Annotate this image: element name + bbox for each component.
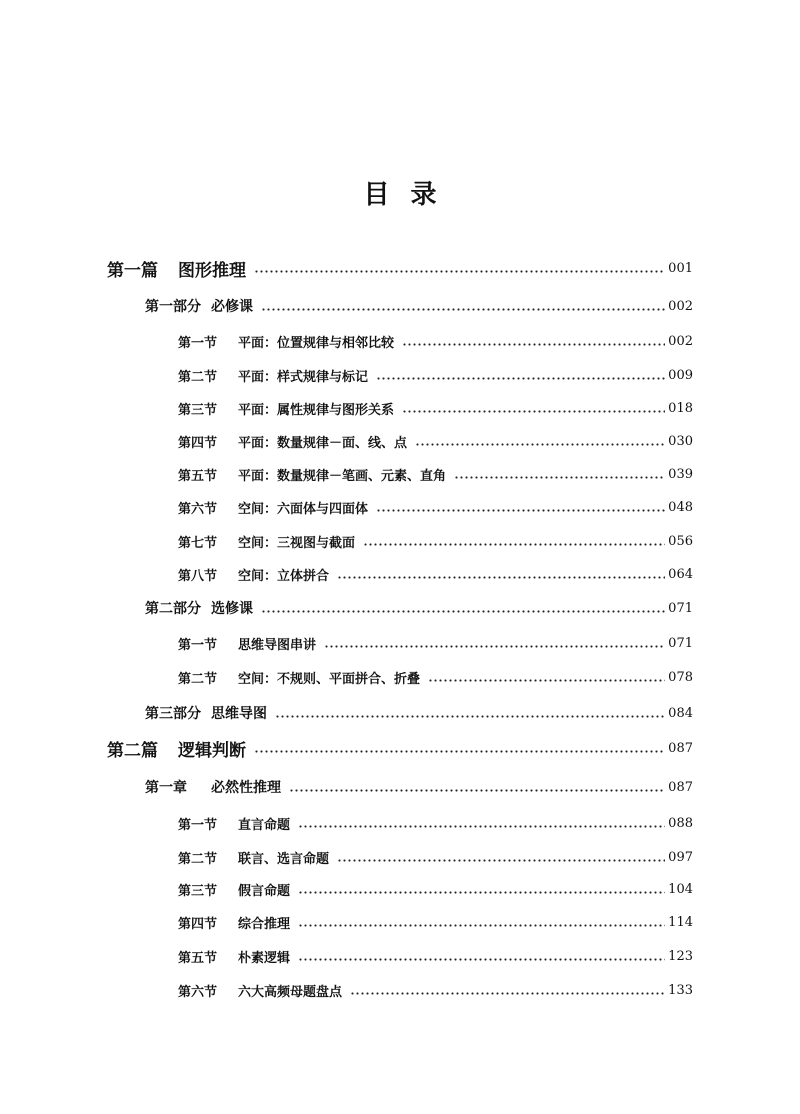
toc-number: 第二节 — [178, 369, 218, 385]
toc-leader — [298, 958, 665, 961]
toc-title: 空间：三视图与截面 — [238, 535, 356, 551]
toc-page-number: 087 — [668, 740, 693, 756]
page-title: 目 录 — [363, 180, 437, 210]
toc-entry-lesson — [178, 878, 693, 900]
toc-title: 综合推理 — [238, 916, 291, 932]
toc-number: 第二节 — [178, 851, 218, 867]
toc-leader — [254, 750, 665, 753]
toc-leader — [275, 715, 665, 718]
toc-title: 平面：属性规律与图形关系 — [238, 402, 395, 418]
toc-leader — [402, 343, 665, 346]
toc-page-number: 001 — [668, 260, 693, 276]
toc-entry-lesson — [178, 330, 693, 352]
toc-number: 第一章 — [145, 780, 187, 796]
toc-entry-lesson — [178, 430, 693, 452]
toc-number: 第七节 — [178, 535, 218, 551]
toc-entry-lesson — [178, 632, 693, 654]
toc-entry-lesson — [178, 812, 693, 834]
toc-number: 第六节 — [178, 984, 218, 1000]
toc-title: 思维导图串讲 — [238, 637, 317, 653]
toc-number: 第四节 — [178, 435, 218, 451]
toc-entry-lesson — [178, 846, 693, 868]
toc-entry-part — [107, 257, 693, 279]
toc-page-number: 097 — [668, 849, 693, 865]
toc-leader — [324, 645, 665, 648]
toc-page-number: 039 — [668, 466, 693, 482]
toc-title: 必然性推理 — [211, 780, 281, 796]
toc-entry-lesson — [178, 530, 693, 552]
toc-entry-lesson — [178, 364, 693, 386]
toc-page-number: 114 — [668, 914, 693, 930]
toc-title: 平面：数量规律－笔画、元素、直角 — [238, 468, 447, 484]
toc-leader — [254, 270, 665, 273]
toc-number: 第三节 — [178, 402, 218, 418]
toc-page-number: 071 — [668, 635, 693, 651]
toc-page-number: 087 — [668, 779, 693, 795]
toc-leader — [415, 443, 665, 446]
toc-leader — [298, 924, 665, 927]
toc-page-number: 002 — [668, 298, 693, 314]
toc-page-number: 133 — [668, 982, 693, 998]
toc-title: 平面：位置规律与相邻比较 — [238, 335, 395, 351]
toc-entry-lesson — [178, 496, 693, 518]
toc-page-number: 071 — [668, 600, 693, 616]
toc-leader — [454, 476, 665, 479]
toc-page-number: 104 — [668, 881, 693, 897]
toc-number: 第二部分 — [145, 601, 201, 617]
toc-entry-lesson — [178, 979, 693, 1001]
toc-number: 第二节 — [178, 671, 218, 687]
toc-entry-lesson — [178, 563, 693, 585]
toc-leader — [376, 377, 665, 380]
toc-number: 第五节 — [178, 468, 218, 484]
toc-page-number: 064 — [668, 566, 693, 582]
toc-page-number: 030 — [668, 433, 693, 449]
toc-title: 空间：立体拼合 — [238, 568, 330, 584]
toc-leader — [298, 825, 665, 828]
toc-leader — [376, 509, 665, 512]
toc-number: 第三节 — [178, 883, 218, 899]
toc-title: 选修课 — [211, 601, 253, 617]
toc-leader — [337, 859, 665, 862]
toc-title: 必修课 — [211, 299, 253, 315]
toc-number: 第二篇 — [107, 740, 158, 761]
toc-leader — [428, 679, 665, 682]
toc-leader — [363, 543, 665, 546]
toc-entry-section — [145, 702, 693, 724]
toc-number: 第一节 — [178, 335, 218, 351]
toc-leader — [298, 891, 665, 894]
toc-title: 朴素逻辑 — [238, 950, 291, 966]
toc-title: 空间：不规则、平面拼合、折叠 — [238, 671, 421, 687]
toc-title: 逻辑判断 — [178, 740, 246, 761]
toc-number: 第一部分 — [145, 299, 201, 315]
toc-page-number: 018 — [668, 400, 693, 416]
toc-title: 假言命题 — [238, 883, 291, 899]
toc-number: 第一节 — [178, 817, 218, 833]
toc-page-number: 123 — [668, 948, 693, 964]
toc-number: 第四节 — [178, 916, 218, 932]
toc-leader — [289, 789, 665, 792]
toc-leader — [261, 308, 665, 311]
toc-leader — [337, 576, 665, 579]
toc-entry-lesson — [178, 945, 693, 967]
toc-title: 联言、选言命题 — [238, 851, 330, 867]
toc-title: 平面：样式规律与标记 — [238, 369, 369, 385]
toc-title: 思维导图 — [211, 706, 267, 722]
toc-entry-lesson — [178, 463, 693, 485]
toc-title: 直言命题 — [238, 817, 291, 833]
toc-page-number: 084 — [668, 705, 693, 721]
toc-leader — [350, 992, 665, 995]
toc-title: 平面：数量规律－面、线、点 — [238, 435, 408, 451]
toc-entry-lesson — [178, 397, 693, 419]
toc-entry-lesson — [178, 911, 693, 933]
toc-title: 空间：六面体与四面体 — [238, 501, 369, 517]
toc-page-number: 009 — [668, 367, 693, 383]
toc-title: 六大高频母题盘点 — [238, 984, 343, 1000]
toc-page-number: 048 — [668, 499, 693, 515]
toc-entry-section — [145, 597, 693, 619]
toc-title: 图形推理 — [178, 260, 246, 281]
toc-leader — [261, 610, 665, 613]
toc-entry-part — [107, 737, 693, 759]
toc-number: 第五节 — [178, 950, 218, 966]
toc-entry-section — [145, 776, 693, 798]
toc-leader — [402, 410, 665, 413]
toc-entry-section — [145, 295, 693, 317]
toc-page-number: 002 — [668, 333, 693, 349]
toc-page-number: 056 — [668, 533, 693, 549]
toc-number: 第三部分 — [145, 706, 201, 722]
toc-entry-lesson — [178, 666, 693, 688]
toc-page-number: 088 — [668, 815, 693, 831]
toc-number: 第八节 — [178, 568, 218, 584]
toc-number: 第六节 — [178, 501, 218, 517]
toc-number: 第一篇 — [107, 260, 158, 281]
toc-page-number: 078 — [668, 669, 693, 685]
toc-number: 第一节 — [178, 637, 218, 653]
